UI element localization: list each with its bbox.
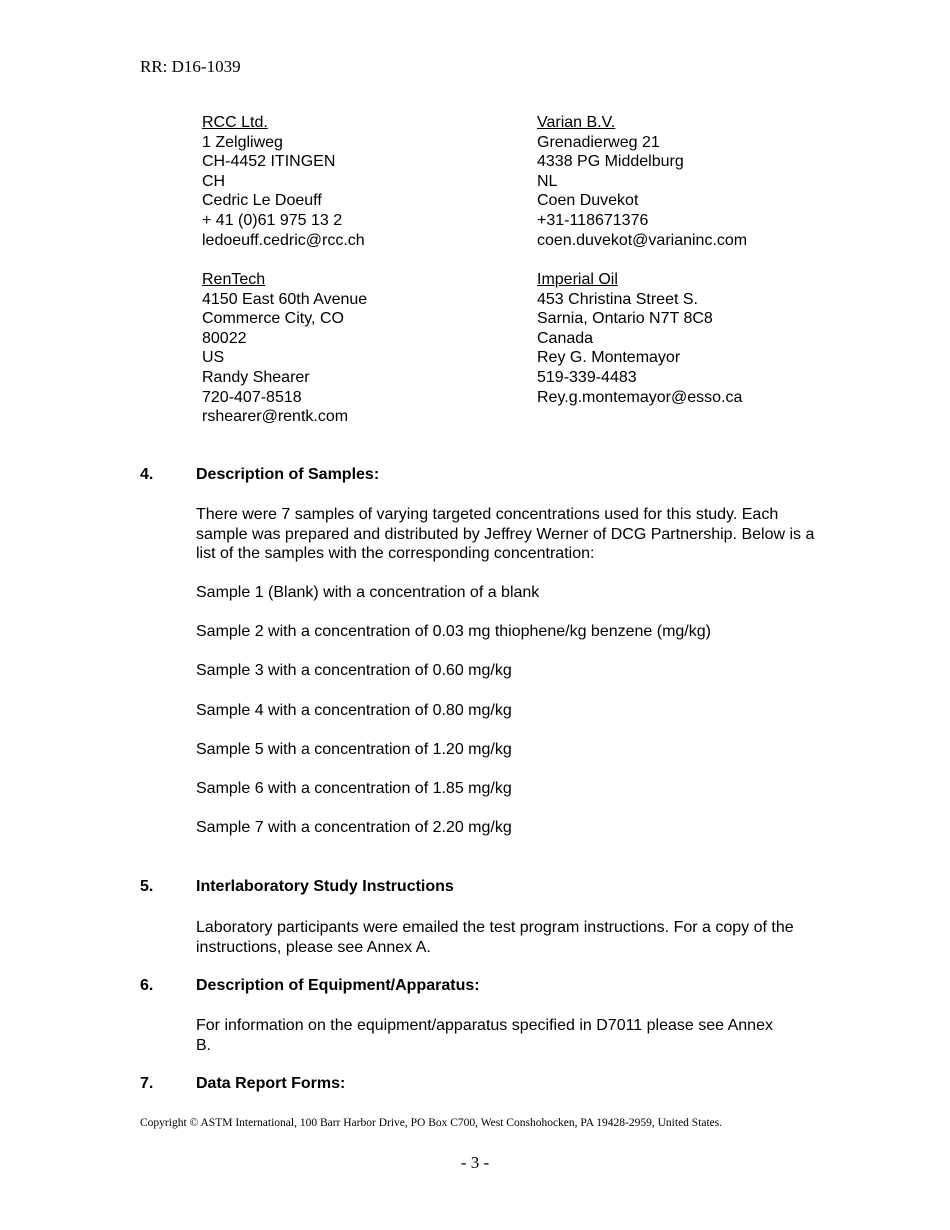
section-5-body: Laboratory participants were emailed the test program instructions. For a copy of the instructions, please see Annex A. (196, 919, 794, 956)
section-7-title: Data Report Forms: (196, 1075, 346, 1092)
contact-line: Coen Duvekot (537, 192, 639, 210)
contact-line: 1 Zelgliweg (202, 133, 283, 151)
sample-line: Sample 1 (Blank) with a concentration of a blank (196, 584, 540, 601)
contact-line: CH-4452 ITINGEN (202, 153, 336, 171)
section-4-intro: There were 7 samples of varying targeted concentrations used for this study. Each sample was prepared and distributed by Jeffrey Werner of DCG Partnership. Below is a list of the samples with the corresponding concentration: (196, 506, 815, 563)
contact-line: + 41 (0)61 975 13 2 (202, 211, 343, 229)
contact-line: 80022 (202, 329, 247, 347)
contact-line: Cedric Le Doeuff (202, 192, 322, 210)
contact-line: Commerce City, CO (202, 310, 344, 328)
contact-line: 4338 PG Middelburg (537, 153, 684, 171)
section-5-number: 5. (140, 878, 154, 895)
sample-line: Sample 6 with a concentration of 1.85 mg/kg (196, 780, 512, 797)
contact-rcc (202, 113, 365, 250)
contact-org: RenTech (202, 271, 266, 288)
contact-rentech (202, 270, 367, 427)
contact-imperial-oil (537, 270, 742, 407)
contact-line: Rey G. Montemayor (537, 349, 681, 367)
contact-line: +31-118671376 (537, 211, 649, 229)
page-number: - 3 - (460, 1153, 490, 1172)
contact-email: coen.duvekot@varianinc.com (537, 231, 748, 249)
report-id-header: RR: D16-1039 (140, 57, 241, 76)
sample-line: Sample 7 with a concentration of 2.20 mg/kg (196, 819, 512, 836)
contact-line: 453 Christina Street S. (537, 290, 698, 308)
section-7-number: 7. (140, 1075, 154, 1092)
sample-line: Sample 2 with a concentration of 0.03 mg thiophene/kg benzene (mg/kg) (196, 623, 711, 640)
contact-org: RCC Ltd. (202, 114, 268, 131)
section-6-body: For information on the equipment/apparatus specified in D7011 please see Annex B. (196, 1017, 773, 1054)
contact-varian (537, 113, 747, 250)
contact-email: rshearer@rentk.com (202, 408, 349, 426)
contact-line: 4150 East 60th Avenue (202, 290, 368, 308)
contact-line: Grenadierweg 21 (537, 133, 660, 151)
contact-org: Imperial Oil (537, 271, 618, 288)
section-5-title: Interlaboratory Study Instructions (196, 878, 454, 895)
contact-org: Varian B.V. (537, 114, 616, 131)
contact-line: Canada (537, 329, 594, 347)
contact-line: US (202, 349, 225, 367)
section-4-title: Description of Samples: (196, 466, 380, 483)
contact-line: 519-339-4483 (537, 368, 637, 386)
sample-line: Sample 5 with a concentration of 1.20 mg/kg (196, 741, 512, 758)
contact-line: 720-407-8518 (202, 388, 302, 406)
contact-email: Rey.g.montemayor@esso.ca (537, 388, 743, 406)
contact-line: Sarnia, Ontario N7T 8C8 (537, 310, 713, 328)
sample-line: Sample 4 with a concentration of 0.80 mg/kg (196, 702, 512, 719)
contact-line: Randy Shearer (202, 368, 310, 386)
copyright-footer: Copyright © ASTM International, 100 Barr Harbor Drive, PO Box C700, West Conshohocken, PA 19428-2959, United States. (140, 1117, 723, 1129)
section-6-number: 6. (140, 977, 154, 994)
contact-line: NL (537, 172, 558, 190)
section-4-number: 4. (140, 466, 154, 483)
contact-line: CH (202, 172, 226, 190)
contact-email: ledoeuff.cedric@rcc.ch (202, 231, 365, 249)
sample-line: Sample 3 with a concentration of 0.60 mg/kg (196, 662, 512, 679)
section-6-title: Description of Equipment/Apparatus: (196, 977, 480, 994)
